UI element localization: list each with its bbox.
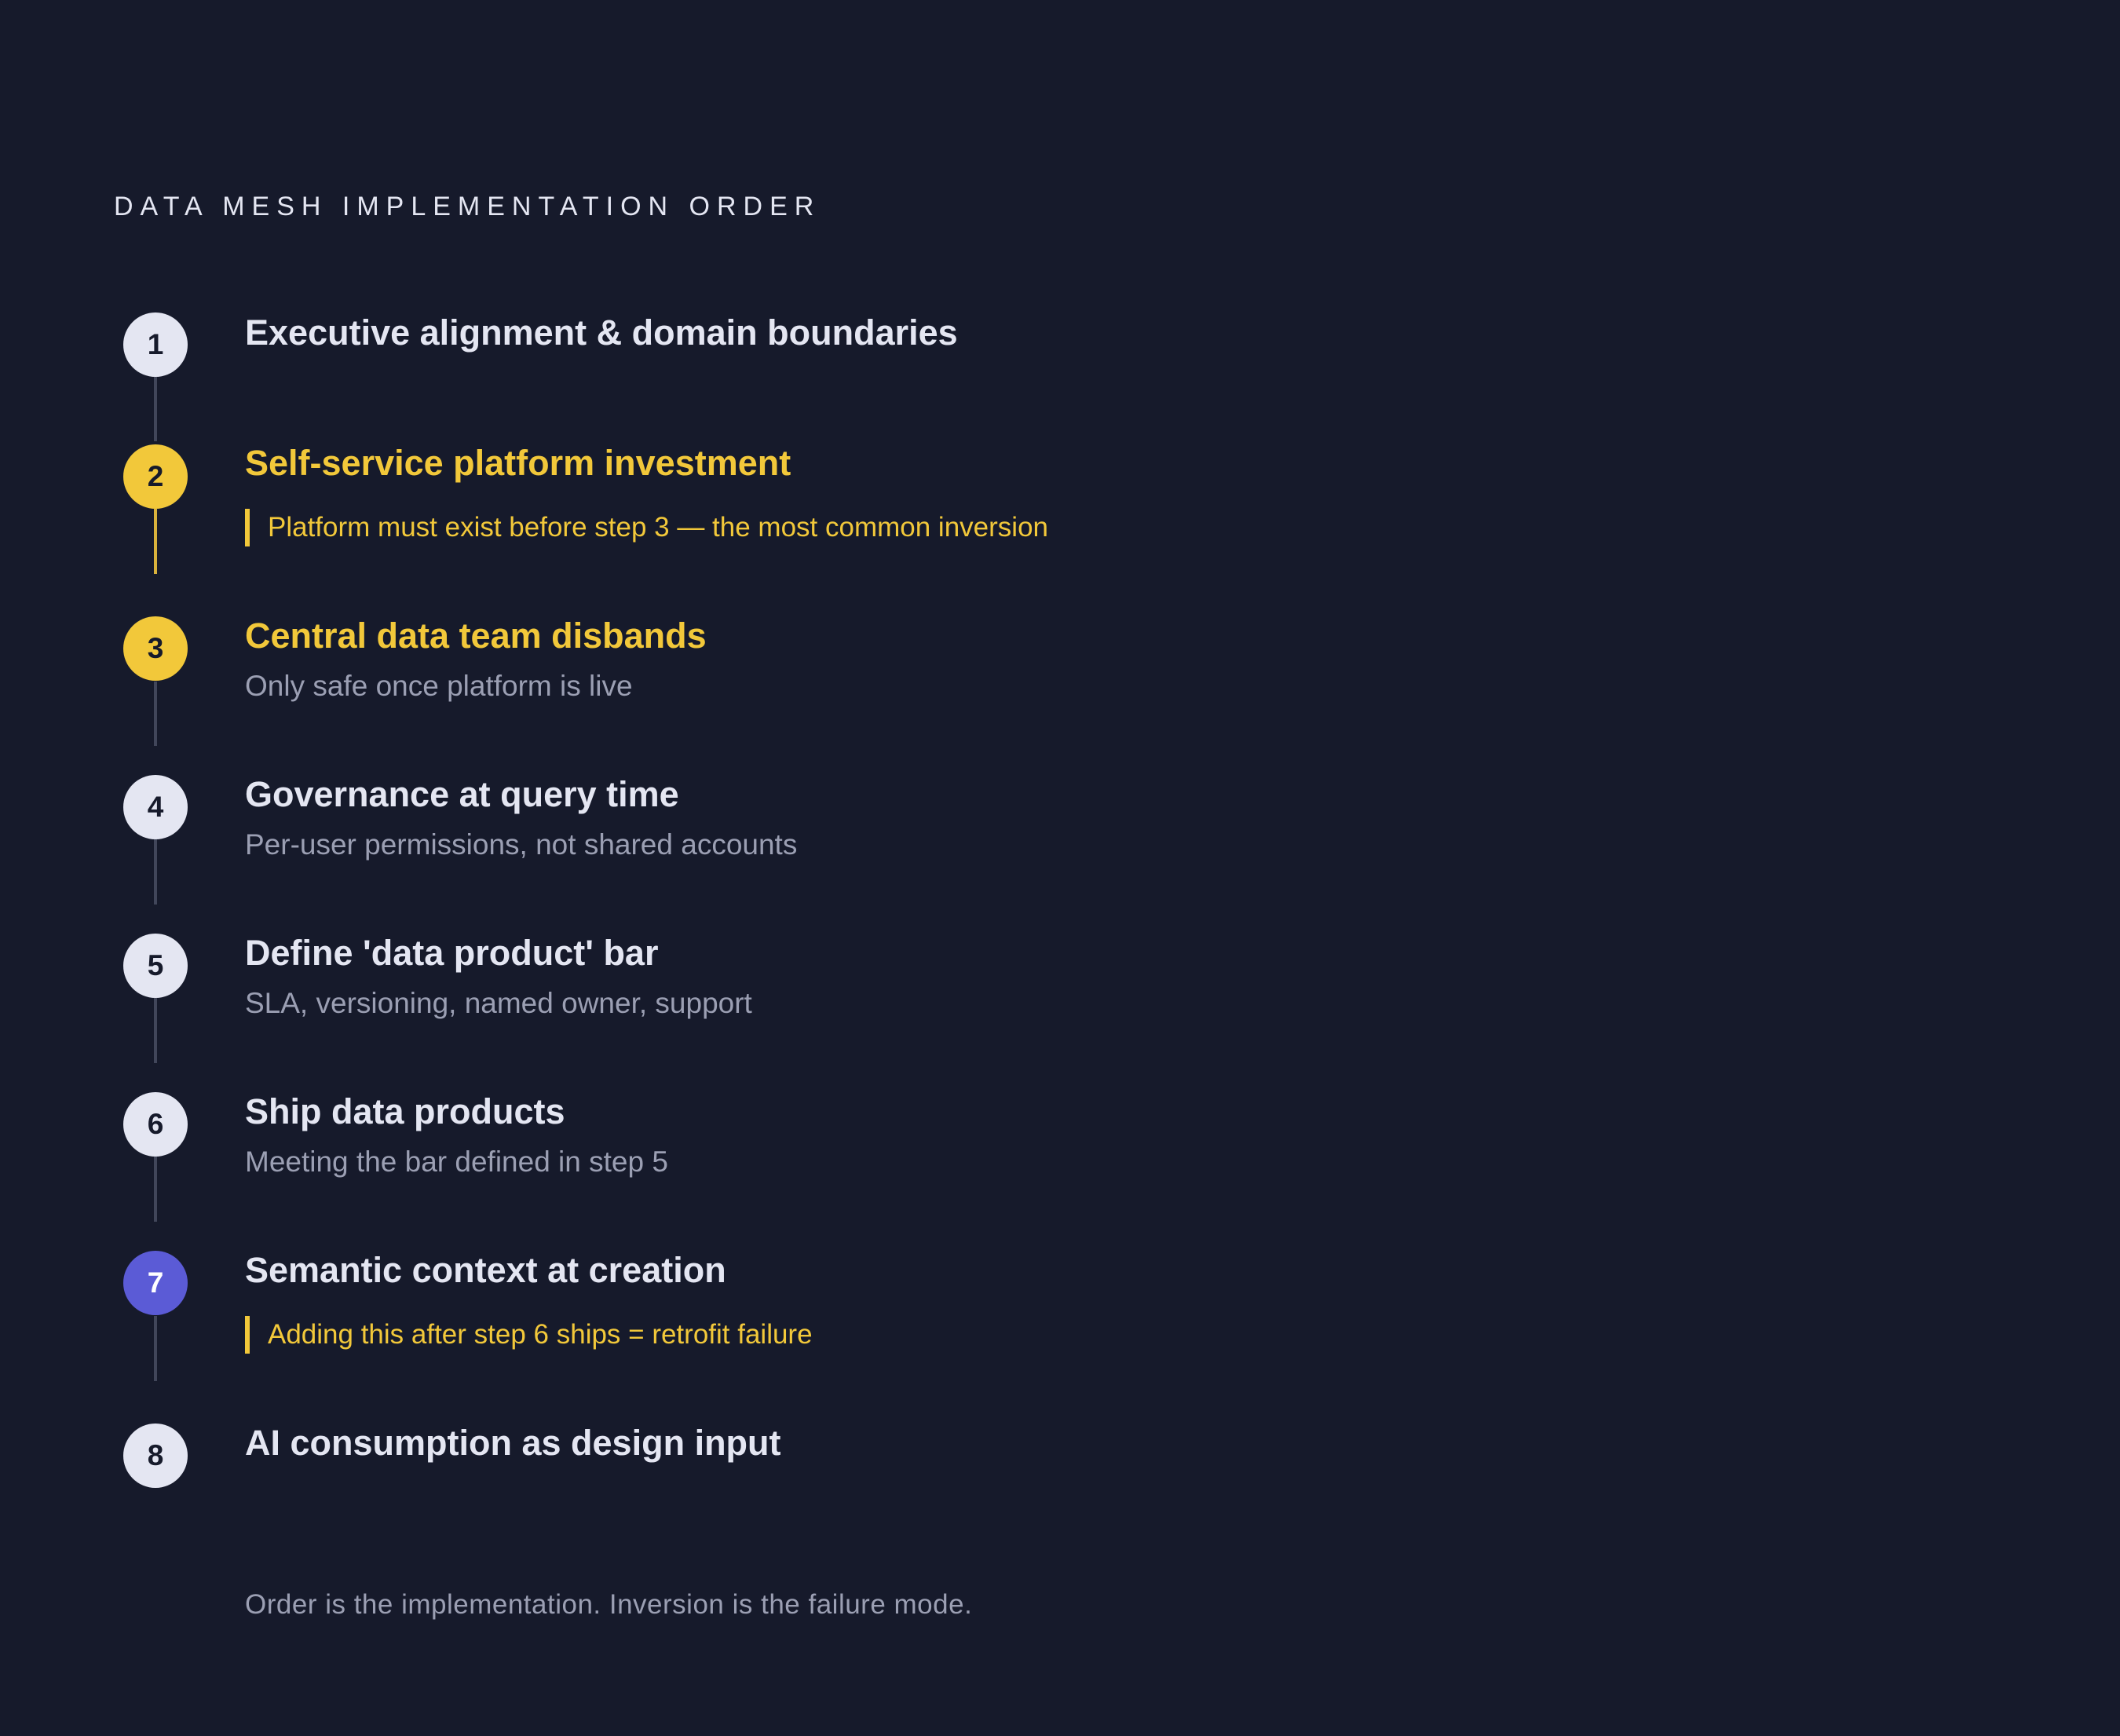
- step-number-badge: 4: [123, 775, 188, 839]
- step-number-badge: 5: [123, 934, 188, 998]
- step-subtitle: Meeting the bar defined in step 5: [245, 1146, 668, 1178]
- connector-1-2: [154, 377, 157, 441]
- connector-5-6: [154, 998, 157, 1063]
- step-number-badge: 3: [123, 616, 188, 681]
- step-title: Executive alignment & domain boundaries: [245, 312, 958, 353]
- connector-7-8: [154, 1316, 157, 1381]
- step-warning-note: Platform must exist before step 3 — the most common inversion: [245, 509, 1048, 546]
- step-number-badge: 7: [123, 1251, 188, 1315]
- connector-3-4: [154, 682, 157, 746]
- step-number-badge: 6: [123, 1092, 188, 1157]
- step-subtitle: SLA, versioning, named owner, support: [245, 987, 752, 1019]
- step-title: Central data team disbands: [245, 616, 707, 656]
- step-title: AI consumption as design input: [245, 1423, 781, 1463]
- footer-caption: Order is the implementation. Inversion is the failure mode.: [245, 1589, 973, 1620]
- step-title: Define 'data product' bar: [245, 933, 659, 973]
- step-warning-note: Adding this after step 6 ships = retrofit failure: [245, 1316, 813, 1354]
- step-title: Ship data products: [245, 1091, 565, 1131]
- page-title: DATA MESH IMPLEMENTATION ORDER: [114, 192, 821, 221]
- connector-2-3: [154, 509, 157, 574]
- step-subtitle: Per-user permissions, not shared accounts: [245, 828, 798, 861]
- step-number-badge: 2: [123, 444, 188, 509]
- step-number-badge: 8: [123, 1424, 188, 1488]
- step-number-badge: 1: [123, 312, 188, 377]
- connector-4-5: [154, 839, 157, 905]
- step-subtitle: Only safe once platform is live: [245, 670, 633, 702]
- step-title: Governance at query time: [245, 774, 679, 814]
- connector-6-7: [154, 1157, 157, 1222]
- step-title: Self-service platform investment: [245, 443, 791, 483]
- step-title: Semantic context at creation: [245, 1250, 726, 1290]
